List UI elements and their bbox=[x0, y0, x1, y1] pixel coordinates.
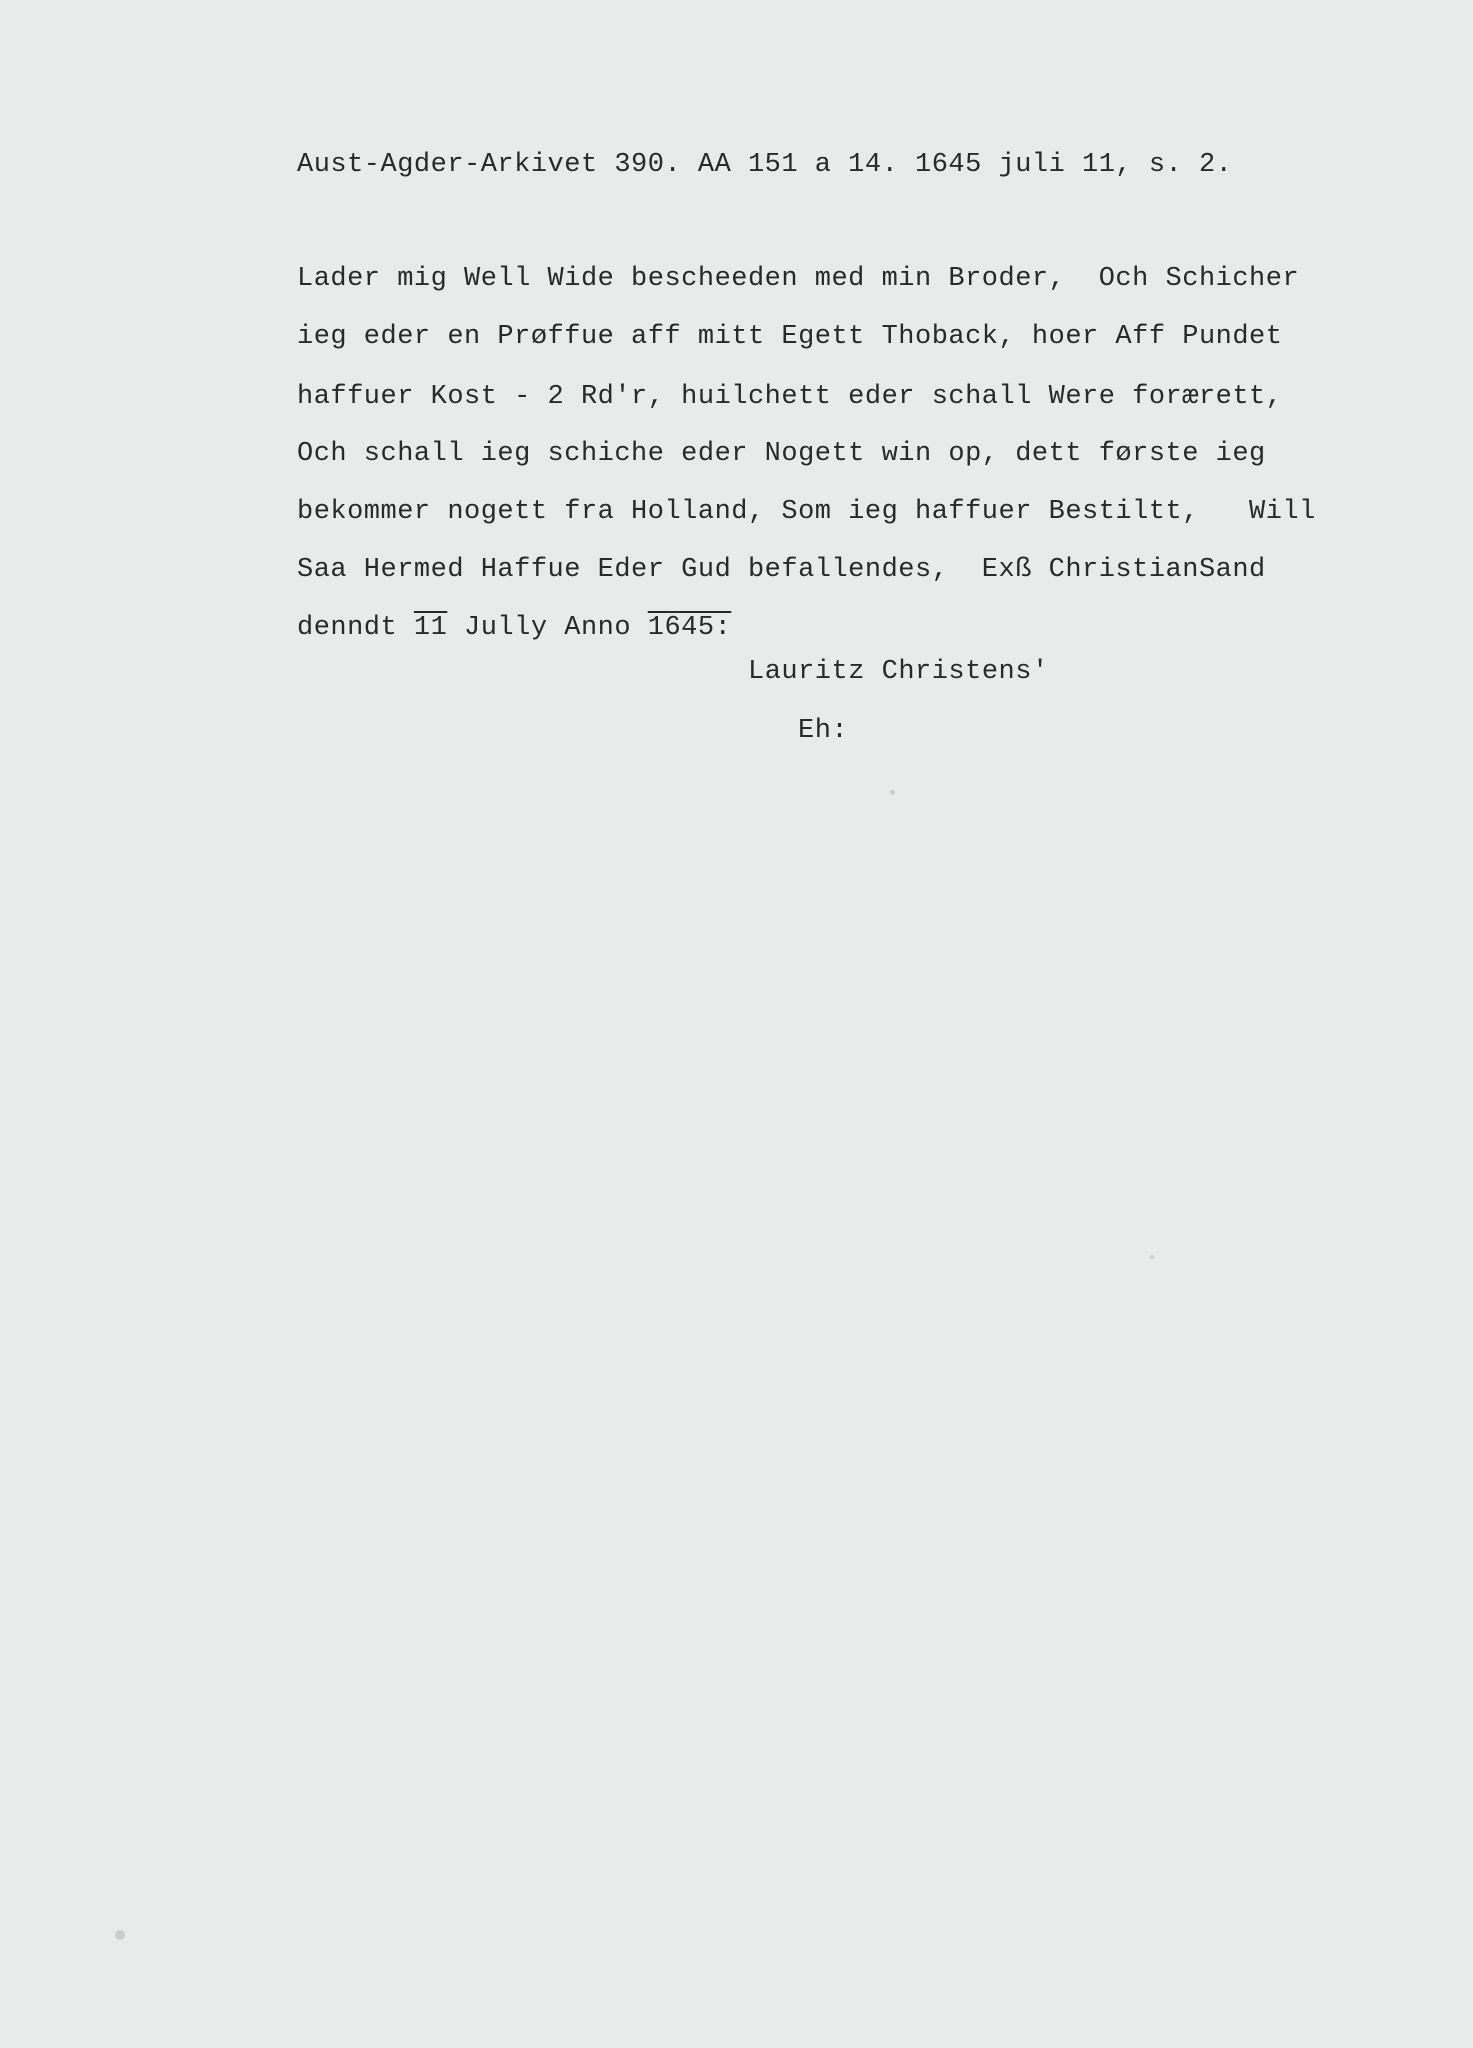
dateline-year: 1645: bbox=[647, 613, 732, 643]
signature: Lauritz Christens' bbox=[748, 657, 1049, 687]
letter-dateline bbox=[297, 611, 731, 645]
letter-line-6: Saa Hermed Haffue Eder Gud befallendes, Exß ChristianSand bbox=[297, 555, 1266, 585]
paper-speck bbox=[890, 790, 895, 795]
dateline-middle: Jully Anno bbox=[447, 613, 648, 643]
letter-line-3: haffuer Kost - 2 Rd'r, huilchett eder schall Were forærett, bbox=[297, 382, 1283, 412]
archive-reference: Aust-Agder-Arkivet 390. AA 151 a 14. 1645 juli 11, s. 2. bbox=[297, 150, 1233, 180]
closing: Eh: bbox=[798, 716, 849, 746]
dateline-prefix: denndt bbox=[297, 613, 414, 643]
paper-speck bbox=[1150, 1255, 1154, 1259]
paper-speck bbox=[115, 1930, 125, 1940]
letter-line-2: ieg eder en Prøffue aff mitt Egett Thoback, hoer Aff Pundet bbox=[297, 322, 1283, 352]
dateline-day: 11 bbox=[413, 613, 448, 643]
letter-line-4: Och schall ieg schiche eder Nogett win op, dett første ieg bbox=[297, 439, 1266, 469]
letter-line-1: Lader mig Well Wide bescheeden med min Broder, Och Schicher bbox=[297, 264, 1300, 294]
letter-line-5: bekommer nogett fra Holland, Som ieg haffuer Bestiltt, Will bbox=[297, 497, 1316, 527]
